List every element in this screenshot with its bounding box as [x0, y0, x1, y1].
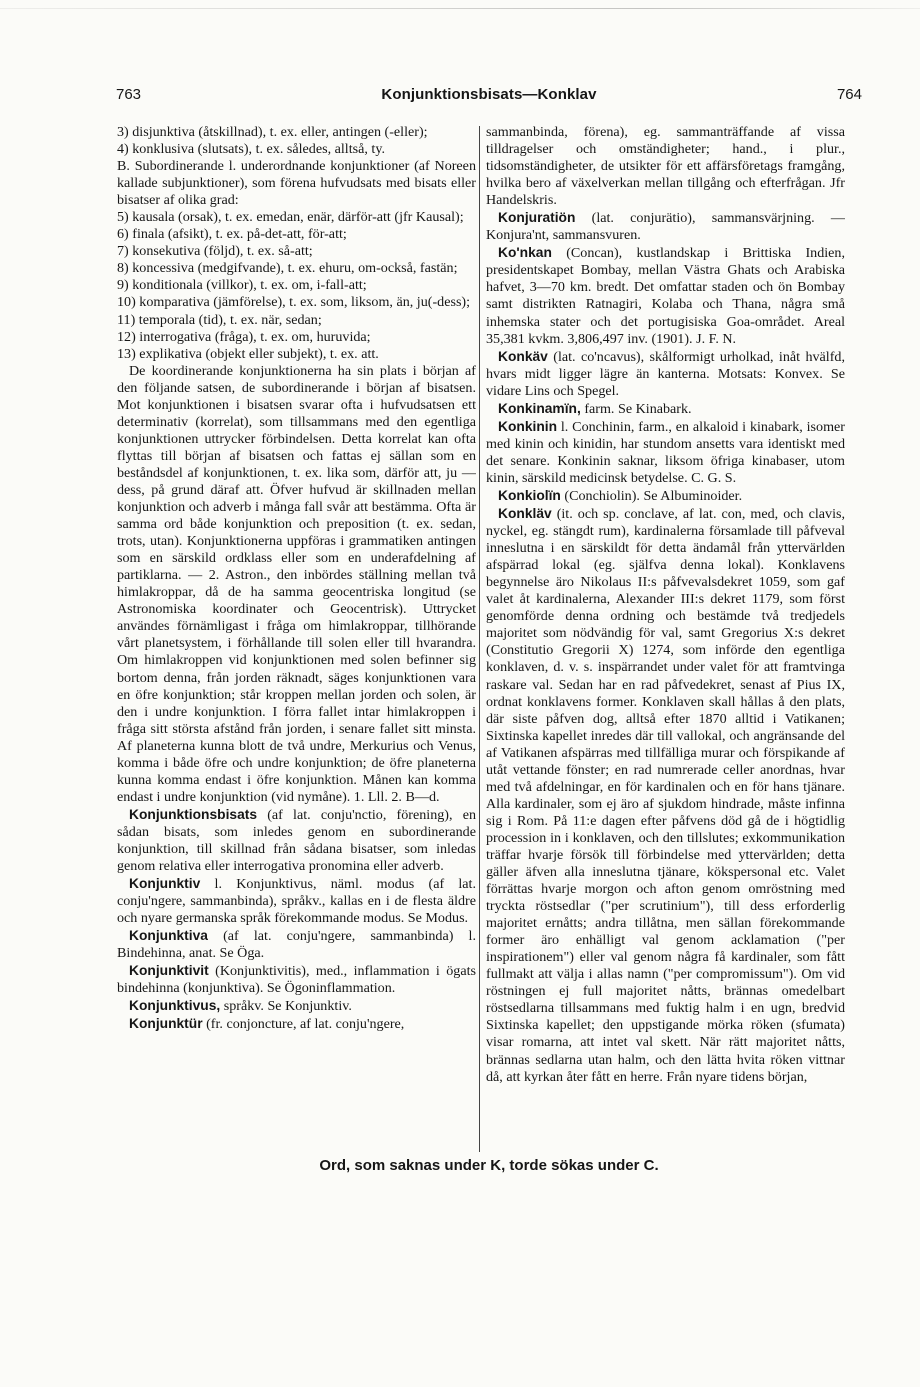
entry-text: (af lat. conju'ngere, sammanbinda) l. Bindehinna, anat. Se Öga.: [117, 928, 476, 962]
dictionary-entry: [117, 806, 476, 875]
dictionary-entry: [117, 875, 476, 927]
page-header: [116, 86, 862, 112]
entry-text: farm. Se Kinabark.: [584, 400, 692, 417]
list-item: 10) komparativa (jämförelse), t. ex. som, liksom, än, ju(-dess);: [117, 294, 471, 311]
dictionary-entry: [486, 400, 845, 418]
entry-headword: Konjunktiv: [129, 876, 201, 892]
list-item: 4) konklusiva (slutsats), t. ex. således, alltså, ty.: [117, 141, 385, 158]
entry-text: (lat. conjurätio), sammansvärjning. — Konjura'nt, sammansvuren.: [486, 210, 845, 244]
list-item: 12) interrogativa (fråga), t. ex. om, huruvida;: [117, 328, 371, 345]
entry-headword: Konkläv: [498, 506, 552, 522]
paragraph: De koordinerande konjunktionerna ha sin plats i början af den följande satsen, de subordinerande i början af bisatsen. Mot konjunktionen i bisatsen svarar ofta i hufvudsatsen ett determinativ (korrelat), som tillsammans med den egentliga konjunktionen uttrycker förbindelsen. Detta korrelat kan ofta flyttas till början af bisatsen och fattas ej sällan som en beståndsdel af konjunktionen, t. ex. lika som, därför att, ju — dess, på grund däraf att. Öfver hufvud är skillnaden mellan konjunktion och adverb i många fall svår att bestämma. Ofta är samma ord både konjunktion och preposition (t. ex. sedan, trots, utan). Konjunktionerna uppföras i grammatiken antingen som en särskild ordklass eller som en underafdelning af partiklarna. — 2. Astron., den inbördes ställning mellan två himlakroppar, då de ha samma geocentriska longitud (se Astronomiska koordinater och Geocentrisk). Uttrycket användes förnämligast i fråga om himlakroppar, tillhörande vårt planetsystem, i förhållande till solen eller till hvarandra. Om himlakroppen vid konjunktionen med solen befinner sig bortom denna, från jorden räknadt, säges konjunktionen vara en öfre konjunktion; står kroppen mellan jorden och solen, är den i undre konjunktion. I förra fallet intar himlakroppen i fråga sitt största afstånd från jorden, i senare fallet sitt minsta. Af planeterna kunna blott de två undre, Merkurius och Venus, komma i både öfre och undre konjunktion; de öfre planeterna kunna komma endast i öfre konjunktion. Månen kan komma endast i undre konjunktion (vid nymåne). 1. Lll. 2. B—d.: [117, 362, 476, 805]
dictionary-entry: [486, 505, 845, 1086]
entry-headword: Konjunktionsbisats: [129, 806, 258, 822]
entry-headword: Ko'nkan: [498, 245, 552, 261]
paragraph: sammanbinda, förena), eg. sammanträffande af vissa tilldragelser och omständigheter; hand., i plur., tidsomständigheter, de utsikter för ett affärsföretags framgång, hvilka bero af växelverkan mellan tillgång och efterfrågan. Jfr Handelskris.: [486, 124, 845, 209]
dictionary-entry: [117, 997, 476, 1015]
dictionary-entry: [486, 209, 845, 244]
list-item: 9) konditionala (villkor), t. ex. om, i-fall-att;: [117, 277, 367, 294]
page-number-left: 763: [116, 86, 142, 103]
entry-text: (Konjunktivitis), med., inflammation i ögats bindehinna (konjunktiva). Se Ögoninflammation.: [117, 963, 476, 997]
entry-text: (Concan), kustlandskap i Brittiska Indien, presidentskapet Bombay, mellan Västra Ghats och Arabiska hafvet, 3—70 km. bredt. Det omfattar staden och ön Bombay samt distrikten Ratnagiri, Kolaba och Thana, några små inhemska stater och det portugisiska Goa-området. Areal 35,381 kvkm. 3,806,497 inv. (1901). J. F. N.: [486, 245, 845, 347]
entry-headword: Konjunktiva: [129, 928, 208, 944]
entry-headword: Konjuratiön: [498, 210, 576, 226]
dictionary-entry: [117, 1015, 476, 1033]
entry-text: l. Conchinin, farm., en alkaloid i kinabark, isomer med kinin och kinidin, har stundom ansetts vara identiskt med det senare. Konkinin saknar, liksom öfriga kinabaser, utom kinin, särskild medicinsk betydelse. C. G. S.: [486, 418, 845, 486]
entry-text: (lat. co'ncavus), skålformigt urholkad, inåt hvälfd, hvars midt ligger lägre än kanterna. Motsats: Konvex. Se vidare Lins och Spegel.: [486, 348, 845, 399]
entry-headword: Konkinin: [498, 418, 558, 434]
list-item: 5) kausala (orsak), t. ex. emedan, enär, därför-att (jfr Kausal);: [117, 209, 464, 226]
entry-headword: Konkäv: [498, 348, 548, 364]
entry-headword: Konjunktivus,: [129, 998, 221, 1014]
dictionary-entry: [486, 348, 845, 400]
dictionary-entry: [486, 244, 845, 347]
dictionary-entry: [117, 927, 476, 962]
page-number-right: 764: [836, 86, 862, 103]
entry-headword: Konjunktür: [129, 1016, 203, 1032]
entry-text: (Conchiolin). Se Albuminoider.: [564, 487, 743, 504]
entry-headword: Konkinamïn,: [498, 400, 581, 416]
entry-headword: Konkiolïn: [498, 487, 561, 503]
dictionary-entry: [486, 418, 845, 487]
right-column: [486, 124, 845, 1154]
footer-note: Ord, som saknas under K, torde sökas under C.: [319, 1157, 659, 1174]
entry-text: l. Konjunktivus, näml. modus (af lat. conju'ngere, sammanbinda), språkv., kallas en i de flesta äldre och nyare germanska språk förekommande modus. Se Modus.: [117, 876, 476, 927]
entry-text: språkv. Se Konjunktiv.: [223, 998, 352, 1015]
scan-edge-line: [0, 8, 920, 9]
list-item: 3) disjunktiva (åtskillnad), t. ex. eller, antingen (-eller);: [117, 124, 428, 140]
list-item: 13) explikativa (objekt eller subjekt), t. ex. att.: [117, 345, 379, 362]
entry-text: (it. och sp. conclave, af lat. con, med, och clavis, nyckel, eg. stängdt rum), kardinalerna församlade till påfveval inneslutna i en särskildt för detta ändamål från yttervärlden afspärrad lokal (eg. själfva denna lokal). Konklavens begynnelse äro Nikolaus II:s påfvevalsdekret 1059, som gaf valet åt kardinalerna, Alexander III:s dekret 1179, som först genomförde denna ordning och bestämde två tredjedels majoritet som nödvändig för val, samt Gregorius X:s dekret (Constitutio Gregorii X) 1274, som införde den egentliga konklaven, d. v. s. inspärrandet under valet för att framtvinga raskare val. Sedan har en rad påfvedekret, senast af Pius IX, ordnat konklavens former. Konklaven skall hållas å den plats, där siste påfven dog, alltså efter 1870 alltid i Vatikanen; Sixtinska kapellet inredes där till vallokal, och angränsande del af Vatikanen afspärras med tillfälliga murar och förspikande af utåt vettande fönster; en rad numrerade celler anordnas, hvar med två afdelningar, en för kardinalen och en för hans tjänare. Alla kardinaler, som ej äro af sjukdom hindrade, måste infinna sig i Rom. På 11:e dagen efter påfvens död gå de i högtidlig procession in i konklaven, och den tillslutes; exkommunikation träffar hvarje försök till förbindelse med yttervärlden; detta gäller äfven alla inneslutna tjänare, kökspersonal etc. Valet förrättas hvarje morgon och afton genom omröstning med tryckta röstsedlar ("per scrutinium"), till dess erforderlig majoritet ernåtts; andra tillåtna, men sällan förekommande former äro enhälligt val genom acklamation ("per inspirationem") eller val genom några få kardinaler, som fått fullmakt att välja i allas namn ("per compromissum"). Om vid röstningen ej full majoritet nåtts, brännas omedelbart röstsedlarna tillsammans med fuktig halm i en ugn, bredvid Sixtinska kapellet; den uppstigande mörka röken (sfumata) visar romarna, att intet val skett. När rätt majoritet nåtts, brännas sedlarna utan halm, och den lätta hvita röken vittnar då, att kyrkan åter fått en herre. Från nyare tidens början,: [486, 506, 845, 1085]
dictionary-entry: [486, 487, 845, 505]
list-item: 6) finala (afsikt), t. ex. på-det-att, för-att;: [117, 226, 347, 243]
left-column: [117, 124, 476, 1154]
dictionary-entry: [117, 962, 476, 997]
entry-headword: Konjunktivit: [129, 963, 209, 979]
entry-text: (af lat. conju'nctio, förening), en sådan bisats, som inledes genom en subordinerande konjunktion, till skillnad från sådana bisatser, som inledas genom relativa eller interrogativa pronomina eller adverb.: [117, 806, 476, 875]
running-title: Konjunktionsbisats—Konklav: [381, 86, 597, 103]
list-item: 8) koncessiva (medgifvande), t. ex. ehuru, om-också, fastän;: [117, 260, 458, 277]
list-item: 7) konsekutiva (följd), t. ex. så-att;: [117, 243, 313, 260]
column-divider: [479, 126, 480, 1152]
list-item: 11) temporala (tid), t. ex. när, sedan;: [117, 311, 322, 328]
paragraph: B. Subordinerande l. underordnande konjunktioner (af Noreen kallade subjunktioner), som förena hufvudsats med bisats eller bisatser af olika grad:: [117, 158, 476, 209]
entry-text: (fr. conjoncture, af lat. conju'ngere,: [206, 1016, 405, 1033]
